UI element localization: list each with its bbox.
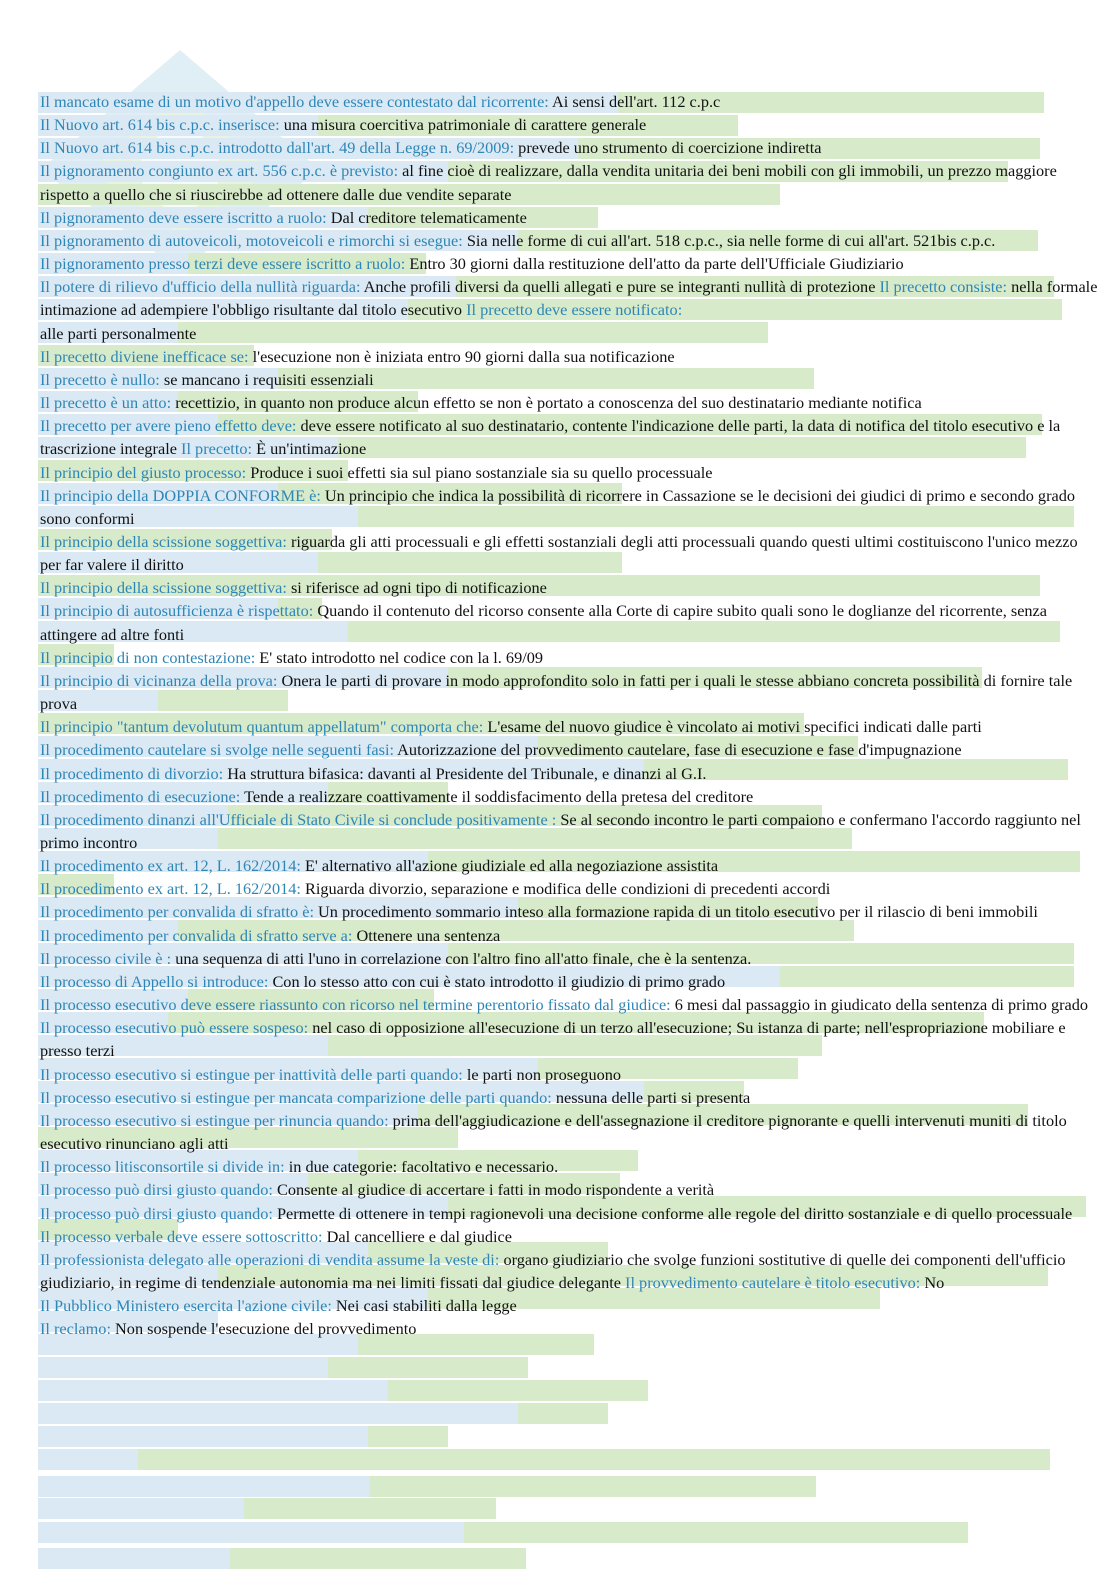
qa-entry <box>40 461 1100 484</box>
qa-list <box>40 90 1100 1340</box>
qa-entry <box>40 368 1100 391</box>
question: Il procedimento per convalida di sfratto è: <box>40 902 314 922</box>
answer: Non sospende l'esecuzione del provvedimento <box>115 1319 417 1339</box>
qa-entry <box>40 1178 1100 1201</box>
qa-entry <box>40 646 1100 669</box>
question: Il precetto è un atto: <box>40 393 172 413</box>
question: Il precetto consiste: <box>879 277 1008 297</box>
question: Il principio della scissione soggettiva: <box>40 531 287 551</box>
answer: Se al secondo incontro le parti compaiono e confermano l'accordo raggiunto nel primo incontro <box>40 809 1081 852</box>
question: Il precetto: <box>181 439 253 459</box>
question: Il processo può dirsi giusto quando: <box>40 1203 273 1223</box>
qa-entry <box>40 275 1100 344</box>
qa-entry <box>40 877 1100 900</box>
question: Il mancato esame di un motivo d'appello deve essere contestato dal ricorrente: <box>40 92 549 111</box>
question: Il processo civile è : <box>40 948 172 968</box>
qa-entry <box>40 1225 1100 1248</box>
answer: Dal cancelliere e dal giudice <box>326 1226 512 1246</box>
qa-entry <box>40 229 1100 252</box>
qa-entry <box>40 993 1100 1016</box>
qa-entry <box>40 391 1100 414</box>
question: Il pignoramento congiunto ex art. 556 c.p.c. è previsto: <box>40 161 399 181</box>
qa-entry <box>40 414 1100 460</box>
answer: in due categorie: facoltativo e necessario. <box>288 1157 559 1177</box>
question: Il procedimento di esecuzione: <box>40 786 241 806</box>
question: Il principio di autosufficienza è rispettato: <box>40 601 314 621</box>
answer: organo giudiziario che svolge funzioni sostitutive di quelle dei componenti dell'ufficio giudiziario, in regime di tendenziale autonomia ma nei limiti fissati dal giudice delegante <box>40 1249 1066 1292</box>
answer: l'esecuzione non è iniziata entro 90 giorni dalla sua notificazione <box>252 346 675 366</box>
answer: deve essere notificato al suo destinatario, contente l'indicazione delle parti, la data di notifica del titolo esecutivo e la trascrizione integrale <box>40 416 1061 459</box>
question: Il procedimento per convalida di sfratto serve a: <box>40 925 353 945</box>
question: Il processo esecutivo può essere sospeso: <box>40 1018 309 1038</box>
qa-entry <box>40 136 1100 159</box>
question: Il processo esecutivo si estingue per mancata comparizione delle parti quando: <box>40 1087 552 1107</box>
question: Il potere di rilievo d'ufficio della nullità riguarda: <box>40 277 361 297</box>
question: Il processo esecutivo deve essere riassunto con ricorso nel termine perentorio fissato dal giudice: <box>40 995 671 1015</box>
question: Il procedimento cautelare si svolge nelle seguenti fasi: <box>40 740 394 760</box>
question: Il professionista delegato alle operazioni di vendita assume la veste di: <box>40 1249 500 1269</box>
answer: Nei casi stabiliti dalla legge <box>335 1296 517 1316</box>
question: Il pignoramento deve essere iscritto a ruolo: <box>40 207 327 227</box>
qa-entry <box>40 854 1100 877</box>
answer: L'esame del nuovo giudice è vincolato ai motivi specifici indicati dalle parti <box>487 717 982 737</box>
answer: Ha struttura bifasica: davanti al Presidente del Tribunale, e dinanzi al G.I. <box>227 763 707 783</box>
qa-entry <box>40 599 1100 645</box>
answer: se mancano i requisiti essenziali <box>163 369 374 389</box>
answer: una sequenza di atti l'uno in correlazione con l'altro fino all'atto finale, che è la sentenza. <box>175 948 752 968</box>
answer: riguarda gli atti processuali e gli effetti sostanziali degli atti processuali quando questi ultimi costituiscono l'unico mezzo per far valere il diritto <box>40 531 1078 575</box>
answer: Riguarda divorzio, separazione e modifica delle condizioni di precedenti accordi <box>304 879 831 899</box>
question: Il precetto è nullo: <box>40 369 160 389</box>
question: Il pignoramento di autoveicoli, motoveicoli e rimorchi si esegue: <box>40 230 463 250</box>
answer: Consente al giudice di accertare i fatti in modo rispondente a verità <box>276 1180 715 1200</box>
answer: Autorizzazione del provvedimento cautelare, fase di esecuzione e fase d'impugnazione <box>397 740 962 760</box>
qa-entry <box>40 530 1100 576</box>
question: Il processo verbale deve essere sottoscritto: <box>40 1226 323 1246</box>
question: Il procedimento di divorzio: <box>40 763 224 783</box>
answer: si riferisce ad ogni tipo di notificazione <box>290 578 547 598</box>
answer: Permette di ottenere in tempi ragionevoli una decisione conforme alle regole del diritto sostanziale e di quello processuale <box>276 1203 1073 1223</box>
qa-entry <box>40 484 1100 530</box>
question: Il processo esecutivo si estingue per rinuncia quando: <box>40 1110 389 1130</box>
question: Il procedimento ex art. 12, L. 162/2014: <box>40 879 301 899</box>
question: Il processo di Appello si introduce: <box>40 971 269 991</box>
answer: Onera le parti di provare in modo approfondito solo in fatti per i quali le stesse abbiano concreta possibilità di fornire tale prova <box>40 670 1073 714</box>
answer: Anche profili diversi da quelli allegati e pure se integranti nullità di protezione <box>363 277 876 297</box>
answer: Produce i suoi effetti sia sul piano sostanziale sia su quello processuale <box>250 462 713 482</box>
answer: Quando il contenuto del ricorso consente alla Corte di capire subito quali sono le doglianze del ricorrente, senza attingere ad altre fonti <box>40 601 1048 644</box>
answer: una misura coercitiva patrimoniale di carattere generale <box>283 115 647 135</box>
question: Il principio "tantum devolutum quantum appellatum" comporta che: <box>40 717 484 737</box>
qa-entry <box>40 1317 1100 1340</box>
qa-entry <box>40 1086 1100 1109</box>
qa-entry <box>40 970 1100 993</box>
question: Il principio di vicinanza della prova: <box>40 670 278 690</box>
qa-entry <box>40 1248 1100 1294</box>
qa-entry <box>40 1109 1100 1155</box>
question: Il principio del giusto processo: <box>40 462 247 482</box>
qa-entry <box>40 345 1100 368</box>
question: Il principio della DOPPIA CONFORME è: <box>40 485 321 505</box>
question: Il principio della scissione soggettiva: <box>40 578 287 598</box>
qa-entry <box>40 159 1100 205</box>
question: Il provvedimento cautelare è titolo esecutivo: <box>625 1272 921 1292</box>
question: Il pignoramento presso terzi deve essere iscritto a ruolo: <box>40 254 406 274</box>
question: Il reclamo: <box>40 1319 111 1339</box>
answer: Un principio che indica la possibilità di ricorrere in Cassazione se le decisioni dei giudici di primo e secondo grado sono conformi <box>40 485 1076 528</box>
answer: prima dell'aggiudicazione e dell'assegnazione il creditore pignorante e quelli intervenuti muniti di titolo esecutivo rinunciano agli atti <box>40 1110 1067 1154</box>
answer: recettizio, in quanto non produce alcun effetto se non è portato a conoscenza del suo destinatario mediante notifica <box>175 393 922 413</box>
qa-entry <box>40 1063 1100 1086</box>
answer: Sia nelle forme di cui all'art. 518 c.p.c., sia nelle forme di cui all'art. 521bis c.p.c. <box>466 230 996 250</box>
answer: le parti non proseguono <box>466 1064 622 1084</box>
qa-entry <box>40 252 1100 275</box>
question: Il Nuovo art. 614 bis c.p.c. introdotto dall'art. 49 della Legge n. 69/2009: <box>40 138 515 158</box>
qa-entry <box>40 900 1100 923</box>
question: Il processo esecutivo si estingue per inattività delle parti quando: <box>40 1064 463 1084</box>
qa-entry <box>40 1016 1100 1062</box>
qa-entry <box>40 738 1100 761</box>
answer: Un procedimento sommario inteso alla formazione rapida di un titolo esecutivo per il rilascio di beni immobili <box>318 902 1038 922</box>
qa-entry <box>40 1155 1100 1178</box>
answer: al fine cioè di realizzare, dalla vendita unitaria dei beni mobili con gli immobili, un prezzo maggiore rispetto a quello che si riuscirebbe ad ottenere dalle due vendite separate <box>40 161 1057 204</box>
answer: Ai sensi dell'art. 112 c.p.c <box>552 92 721 111</box>
answer: Ottenere una sentenza <box>356 925 501 945</box>
qa-entry <box>40 576 1100 599</box>
qa-entry <box>40 924 1100 947</box>
answer: E' stato introdotto nel codice con la l. 69/09 <box>259 647 544 667</box>
answer: E' alternativo all'azione giudiziale ed alla negoziazione assistita <box>304 856 719 876</box>
qa-entry <box>40 113 1100 136</box>
answer: prevede uno strumento di coercizione indiretta <box>518 138 822 158</box>
qa-entry <box>40 808 1100 854</box>
answer: No <box>924 1272 945 1292</box>
qa-entry <box>40 762 1100 785</box>
qa-entry <box>40 947 1100 970</box>
question: Il precetto diviene inefficace se: <box>40 346 249 366</box>
qa-entry <box>40 1294 1100 1317</box>
answer: Con lo stesso atto con cui è stato introdotto il giudizio di primo grado <box>272 971 726 991</box>
question: Il principio di non contestazione: <box>40 647 256 667</box>
answer: Dal creditore telematicamente <box>330 207 527 227</box>
question: Il processo può dirsi giusto quando: <box>40 1180 273 1200</box>
answer: Tende a realizzare coattivamente il soddisfacimento della pretesa del creditore <box>244 786 754 806</box>
qa-entry <box>40 90 1100 113</box>
answer: alle parti personalmente <box>40 323 197 343</box>
answer: Entro 30 giorni dalla restituzione dell'atto da parte dell'Ufficiale Giudiziario <box>409 254 904 274</box>
answer: nessuna delle parti si presenta <box>555 1087 751 1107</box>
answer: nel caso di opposizione all'esecuzione di un terzo all'esecuzione; Su istanza di parte; nell'espropriazione mobiliare e presso terzi <box>40 1018 1066 1061</box>
question: Il Pubblico Ministero esercita l'azione civile: <box>40 1296 332 1316</box>
question: Il procedimento ex art. 12, L. 162/2014: <box>40 856 301 876</box>
qa-entry <box>40 669 1100 715</box>
question: Il processo litisconsortile si divide in: <box>40 1157 285 1177</box>
qa-entry <box>40 785 1100 808</box>
answer: È un'intimazione <box>256 439 367 459</box>
answer: nella formale intimazione ad adempiere l'obbligo risultante dal titolo esecutivo <box>40 277 1098 320</box>
qa-entry <box>40 715 1100 738</box>
qa-entry <box>40 1202 1100 1225</box>
question: Il precetto deve essere notificato: <box>466 300 683 320</box>
question: Il precetto per avere pieno effetto deve: <box>40 416 297 436</box>
question: Il Nuovo art. 614 bis c.p.c. inserisce: <box>40 115 280 135</box>
question: Il procedimento dinanzi all'Ufficiale di Stato Civile si conclude positivamente : <box>40 809 557 829</box>
answer: 6 mesi dal passaggio in giudicato della sentenza di primo grado <box>674 995 1089 1015</box>
qa-entry <box>40 206 1100 229</box>
